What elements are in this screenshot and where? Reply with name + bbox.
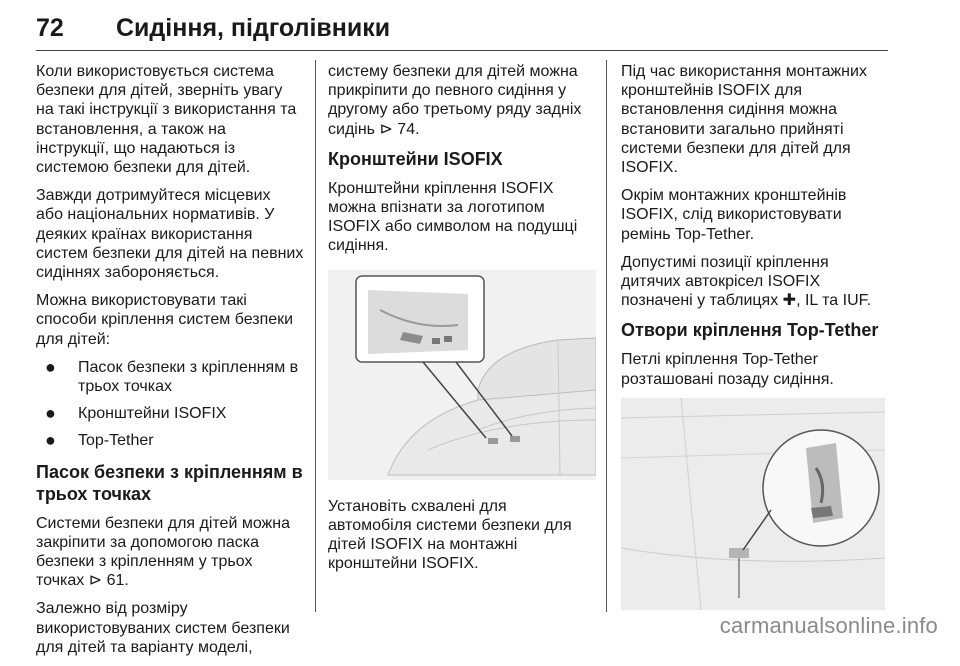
header-divider	[36, 50, 888, 51]
list-item-text: Top-Tether	[78, 432, 154, 450]
list-item-text: Кронштейни ISOFIX	[78, 405, 227, 423]
paragraph: Окрім монтажних кронштейнів ISOFIX, слід використовувати ремінь Top-Tether.	[621, 187, 847, 243]
paragraph: систему безпеки для дітей можна прикріпити до певного сидіння у другому або третьому ряду задніх сидінь ⊳ 74.	[328, 63, 582, 138]
paragraph: Петлі кріплення Top-Tether розташовані позаду сидіння.	[621, 351, 834, 388]
column-3	[621, 62, 889, 627]
bullet-icon: ●	[45, 403, 56, 424]
attachment-methods-list	[36, 358, 304, 451]
paragraph: Кронштейни кріплення ISOFIX можна впізнати за логотипом ISOFIX або символом на подушці сидіння.	[328, 179, 578, 255]
list-item	[36, 358, 304, 396]
paragraph: Залежно від розміру використовуваних систем безпеки для дітей та варіанту моделі,	[36, 600, 290, 656]
column-divider-1	[315, 60, 316, 612]
column-1	[36, 62, 304, 666]
list-item	[36, 431, 304, 450]
page-number: 72	[36, 14, 64, 42]
watermark-text: carmanualsonline.info	[719, 613, 938, 638]
paragraph: Завжди дотримуйтеся місцевих або національних нормативів. У деяких країнах використання систем безпеки для дітей на певних сидіннях забороняється.	[36, 187, 304, 282]
list-item-text: Пасок безпеки з кріпленням в трьох точках	[78, 358, 299, 396]
section-heading: Отвори кріплення Top-Tether	[621, 320, 879, 341]
isofix-seat-illustration	[328, 270, 596, 485]
top-tether-illustration	[621, 398, 889, 615]
bullet-icon: ●	[45, 356, 56, 377]
chapter-title: Сидіння, підголівники	[116, 14, 391, 42]
paragraph: Допустимі позиції кріплення дитячих автокрісел ISOFIX позначені у таблицях ✚, IL та IUF.	[621, 253, 872, 310]
paragraph: Під час використання монтажних кронштейнів ISOFIX для встановлення сидіння можна встановити загально прийняті системи безпеки для дітей для ISOFIX.	[621, 63, 867, 177]
list-item	[36, 404, 304, 423]
bullet-icon: ●	[45, 430, 56, 451]
section-heading: Пасок безпеки з кріпленням в трьох точках	[36, 461, 303, 504]
column-2	[328, 62, 596, 583]
page-header	[36, 14, 886, 52]
paragraph: Системи безпеки для дітей можна закріпити за допомогою паска безпеки з кріпленням у трьох точках ⊳ 61.	[36, 514, 290, 590]
figure-caption: Установіть схвалені для автомобіля системи безпеки для дітей ISOFIX на монтажні кронштейни ISOFIX.	[328, 497, 572, 573]
paragraph: Коли використовується система безпеки для дітей, зверніть увагу на такі інструкції з використання та встановлення, а також на інструкції, що надаються із системою безпеки для дітей.	[36, 63, 297, 177]
column-divider-2	[606, 60, 607, 612]
paragraph: Можна використовувати такі способи кріплення систем безпеки для дітей:	[36, 292, 294, 348]
section-heading: Кронштейни ISOFIX	[328, 148, 503, 169]
